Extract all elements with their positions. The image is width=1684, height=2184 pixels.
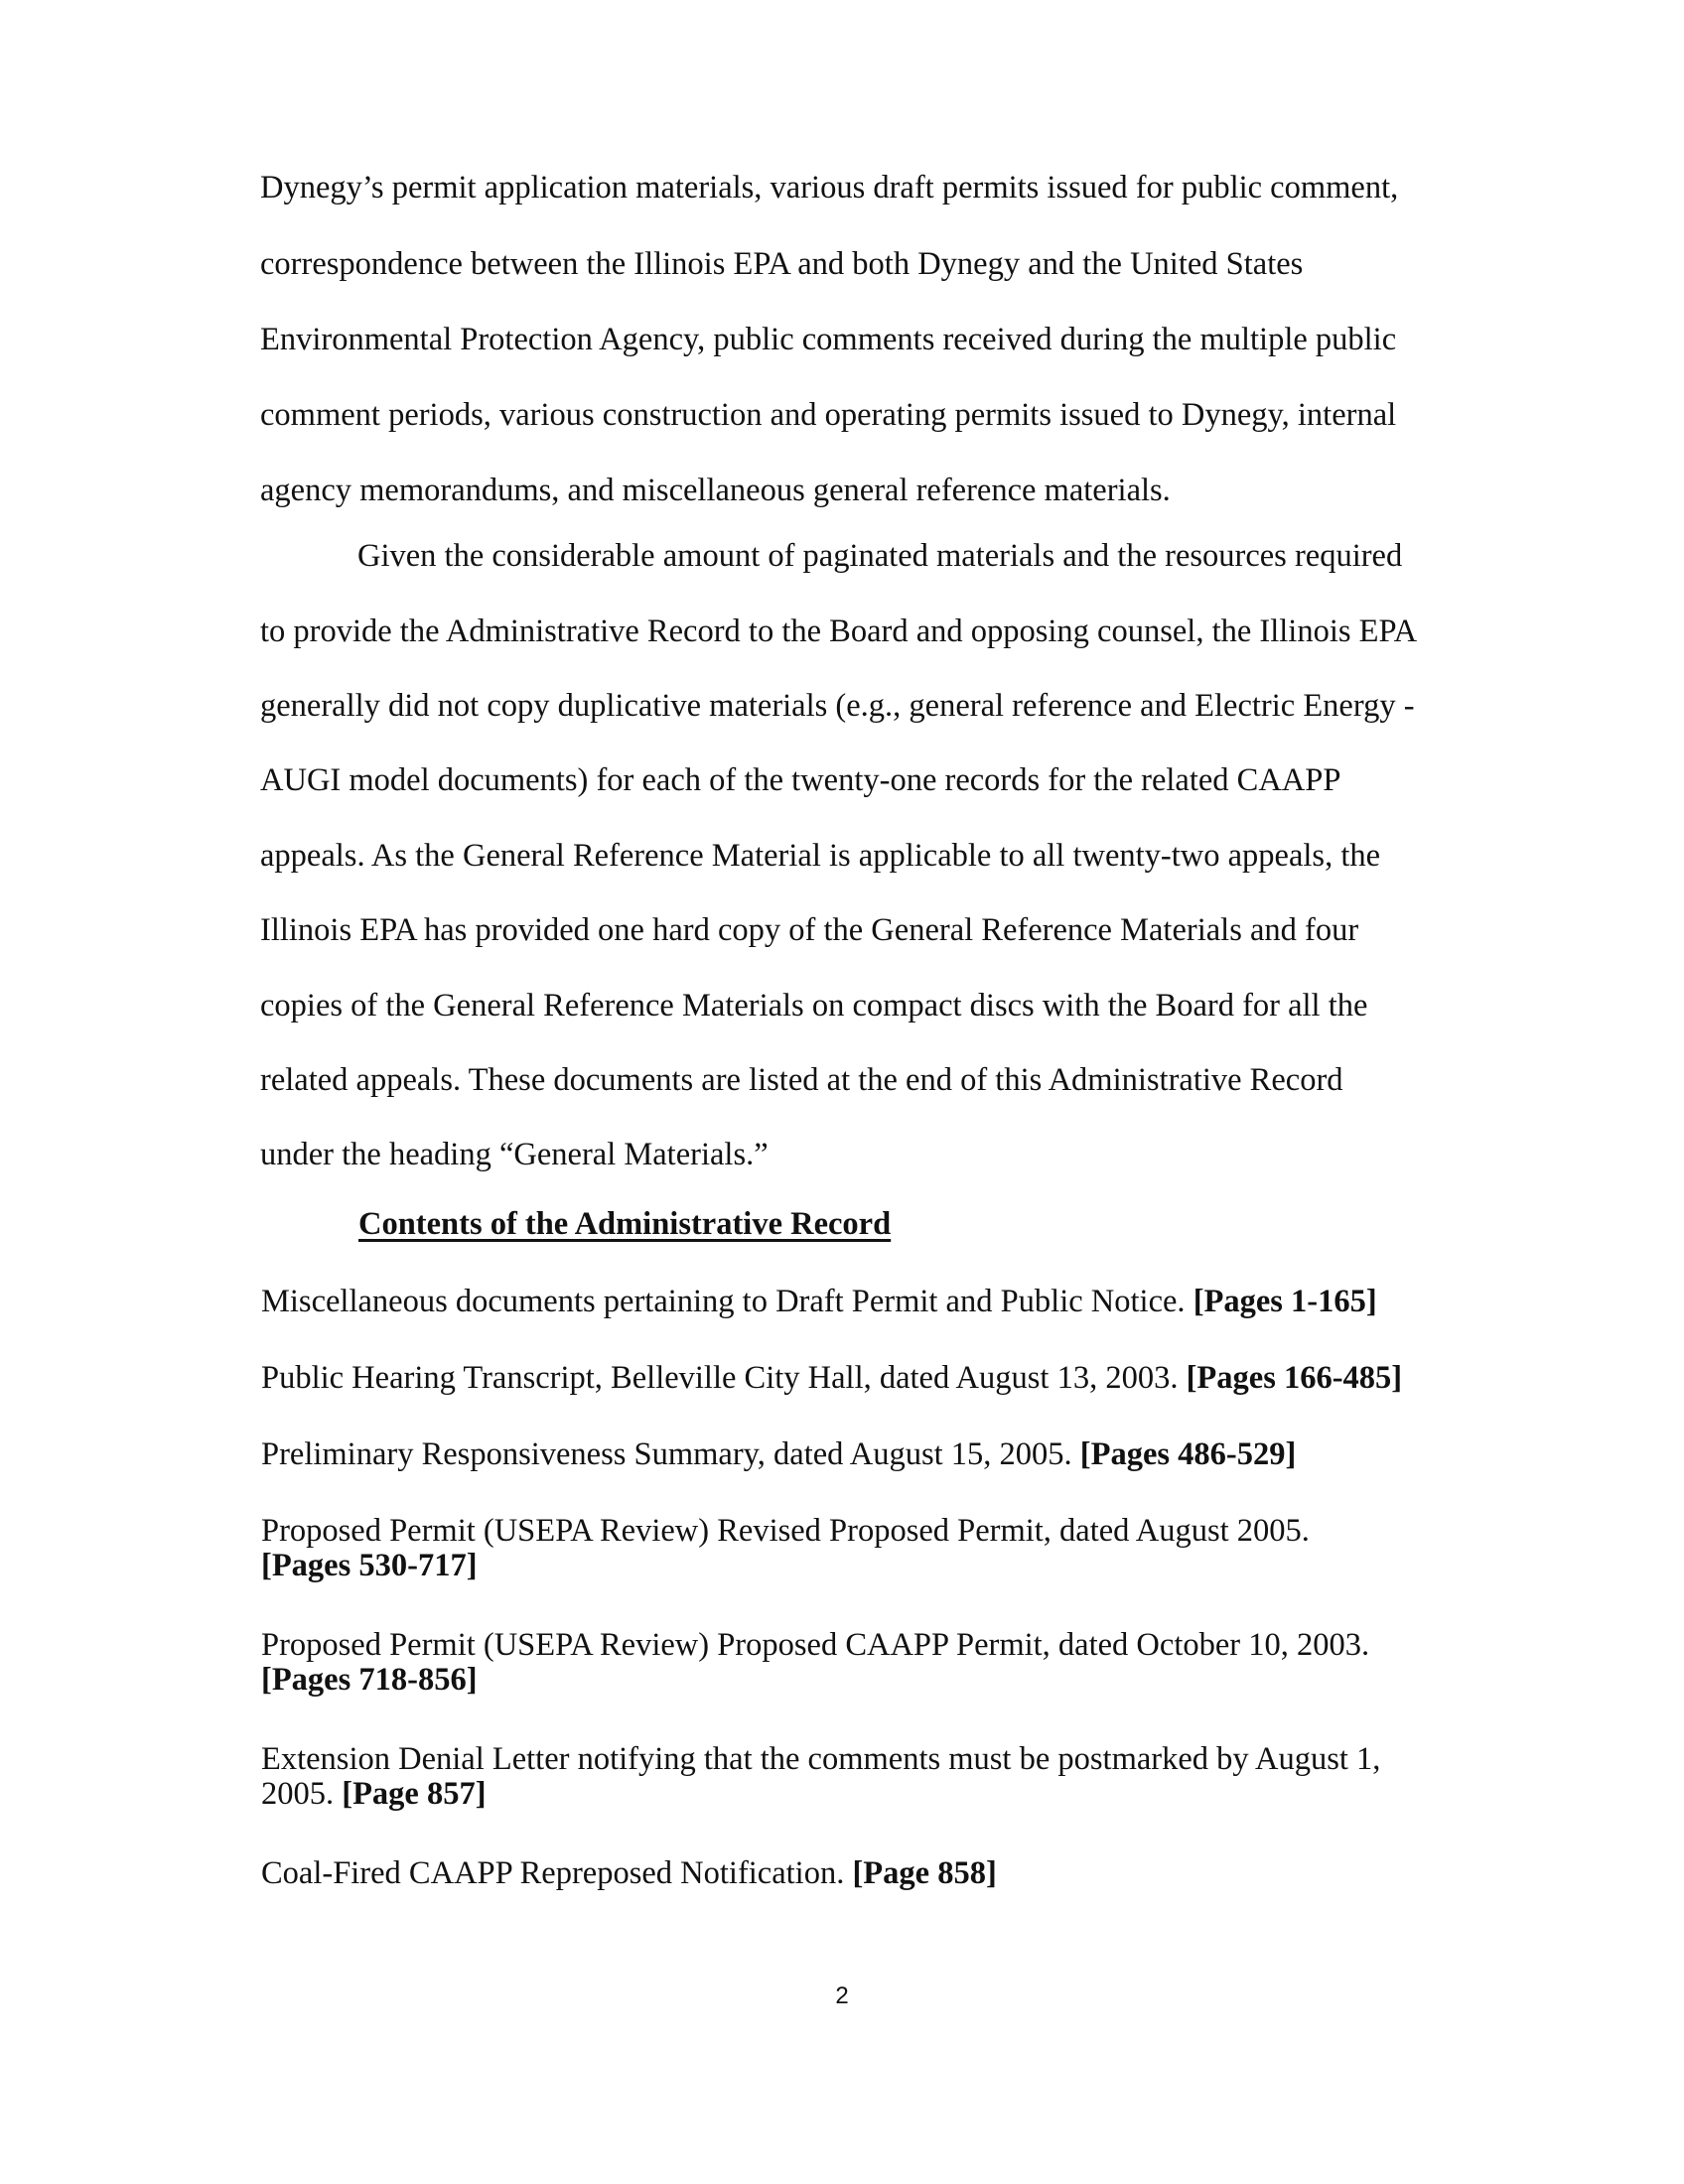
paragraph-line: under the heading “General Materials.” [260, 1137, 769, 1172]
record-entry [261, 1739, 1380, 1779]
record-entry [261, 1625, 1369, 1665]
paragraph-line: comment periods, various construction and operating permits issued to Dynegy, internal [260, 397, 1397, 433]
record-entry-pages [261, 1660, 478, 1700]
paragraph-line: to provide the Administrative Record to the Board and opposing counsel, the Illinois EPA [260, 614, 1418, 649]
entry-page-range: [Page 857] [342, 1776, 487, 1812]
record-entry-pages [261, 1774, 487, 1814]
entry-page-range: [Pages 530-717] [261, 1548, 478, 1583]
paragraph-line: Environmental Protection Agency, public comments received during the multiple public [260, 322, 1397, 357]
record-entry [261, 1358, 1402, 1398]
entry-page-range: [Page 858] [852, 1855, 997, 1891]
entry-page-range: [Pages 166-485] [1186, 1360, 1403, 1396]
entry-page-range: [Pages 718-856] [261, 1662, 478, 1698]
record-entry [261, 1853, 997, 1893]
paragraph-line: Dynegy’s permit application materials, various draft permits issued for public comment, [260, 170, 1399, 205]
paragraph-line: Given the considerable amount of paginated materials and the resources required [357, 538, 1403, 574]
entry-description: Extension Denial Letter notifying that the comments must be postmarked by August 1, [261, 1741, 1381, 1777]
paragraph-line: copies of the General Reference Materials on compact discs with the Board for all the [260, 988, 1368, 1024]
entry-description: Proposed Permit (USEPA Review) Revised Proposed Permit, dated August 2005. [261, 1513, 1310, 1549]
entry-description: Proposed Permit (USEPA Review) Proposed CAAPP Permit, dated October 10, 2003. [261, 1627, 1370, 1663]
entry-page-range: [Pages 486-529] [1079, 1436, 1297, 1472]
section-heading: Contents of the Administrative Record [358, 1206, 892, 1242]
entry-description: Preliminary Responsiveness Summary, dated August 15, 2005. [261, 1436, 1080, 1472]
page-number: 2 [835, 1982, 849, 2009]
paragraph-line: agency memorandums, and miscellaneous general reference materials. [260, 473, 1171, 508]
entry-description: Coal-Fired CAAPP Repreposed Notification. [261, 1855, 853, 1891]
paragraph-line: Illinois EPA has provided one hard copy of the General Reference Materials and four [260, 912, 1359, 948]
entry-description: Public Hearing Transcript, Belleville City Hall, dated August 13, 2003. [261, 1360, 1187, 1396]
paragraph-line: correspondence between the Illinois EPA and both Dynegy and the United States [260, 246, 1304, 282]
entry-description-continued: 2005. [261, 1776, 343, 1812]
paragraph-line: AUGI model documents) for each of the twenty-one records for the related CAAPP [260, 762, 1341, 798]
paragraph-line: appeals. As the General Reference Material is applicable to all twenty-two appeals, the [260, 838, 1381, 874]
paragraph-line: generally did not copy duplicative materials (e.g., general reference and Electric Energy - [260, 688, 1415, 724]
record-entry [261, 1511, 1310, 1551]
entry-page-range: [Pages 1-165] [1193, 1284, 1377, 1319]
record-entry-pages [261, 1546, 478, 1585]
record-entry [261, 1434, 1296, 1474]
paragraph-line: related appeals. These documents are listed at the end of this Administrative Record [260, 1062, 1343, 1098]
entry-description: Miscellaneous documents pertaining to Draft Permit and Public Notice. [261, 1284, 1193, 1319]
record-entry [261, 1282, 1377, 1321]
